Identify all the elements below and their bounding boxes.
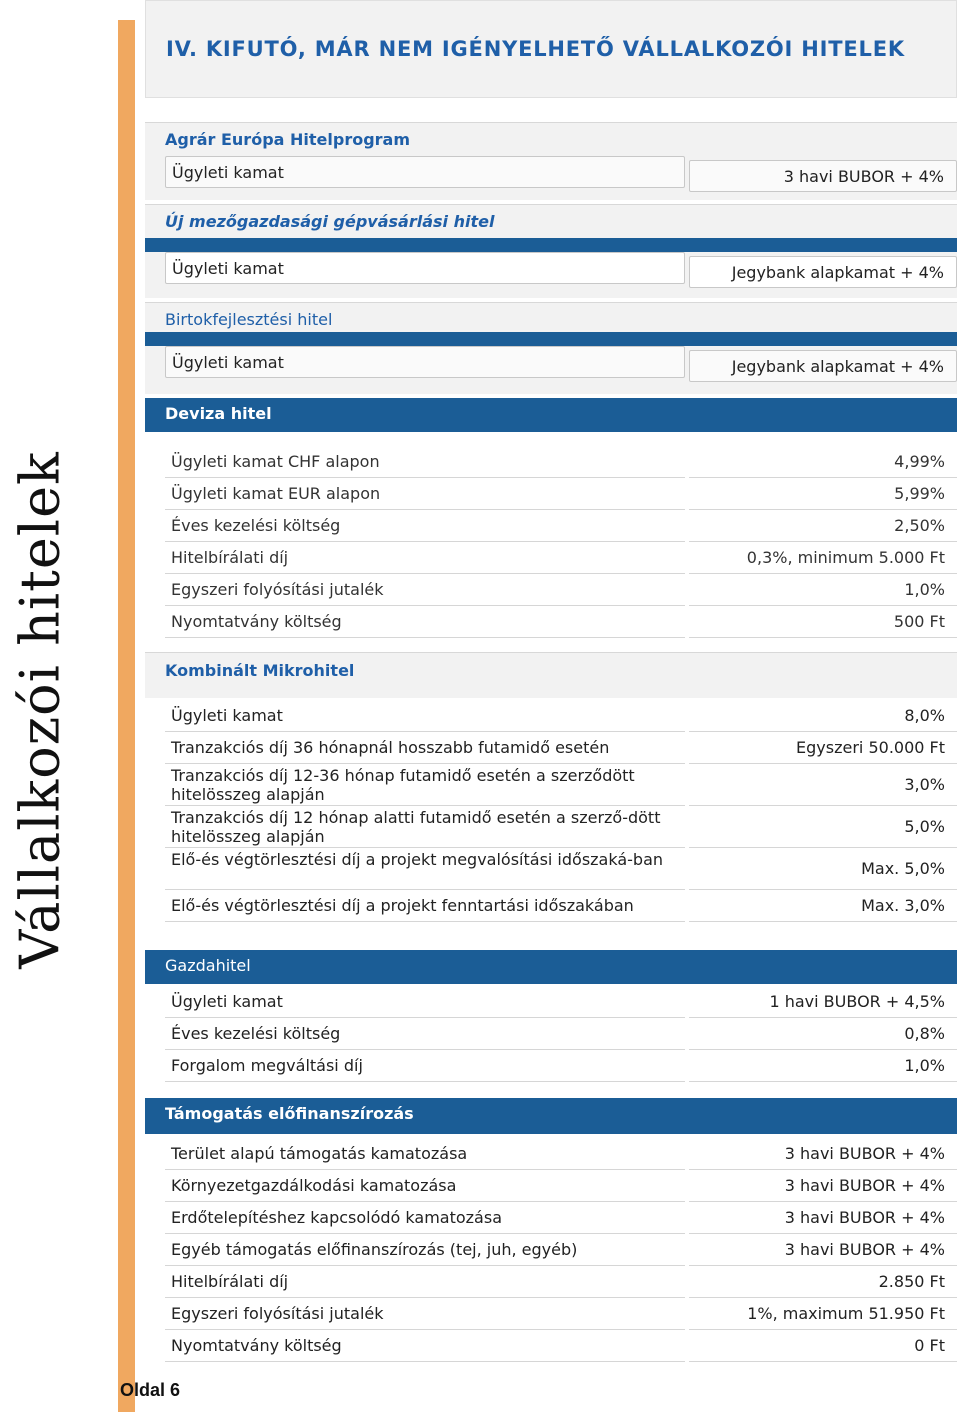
row-value: 1%, maximum 51.950 Ft [747,1304,945,1323]
row-value-cell [689,890,957,922]
row-value-cell [689,1266,957,1298]
table-mikro [145,700,957,922]
row-label-cell [165,1298,685,1330]
row-value: Jegybank alapkamat + 4% [731,357,944,376]
row-label: Egyszeri folyósítási jutalék [171,1304,384,1323]
row-value: Egyszeri 50.000 Ft [796,738,945,757]
section-divider-bar [145,238,957,252]
row-label-cell [165,606,685,638]
section-header-deviza [145,398,957,432]
row-label-cell [165,446,685,478]
row-label: Ügyleti kamat [172,163,284,182]
table-agrar [145,156,957,188]
table-row [145,1050,957,1082]
table-row [145,606,957,638]
row-label-cell [165,1234,685,1266]
table-row [145,1330,957,1362]
row-value-cell [689,350,957,382]
row-label-cell [165,764,685,806]
table-gazda [145,986,957,1082]
table-row [145,1018,957,1050]
table-row [145,848,957,890]
row-label: Ügyleti kamat EUR alapon [171,484,381,503]
row-label: Tranzakciós díj 36 hónapnál hosszabb futamidő esetén [171,738,610,757]
row-label: Elő-és végtörlesztési díj a projekt megvalósítási időszaká-ban [171,850,664,869]
table-row [145,1298,957,1330]
row-label-cell [165,890,685,922]
row-label: Éves kezelési költség [171,516,341,535]
row-value: 8,0% [904,706,945,725]
row-value-cell [689,764,957,806]
table-row [145,1170,957,1202]
row-label-cell [165,848,685,890]
table-deviza [145,446,957,638]
row-label-cell [165,806,685,848]
row-value: 500 Ft [893,612,945,631]
table-row [145,446,957,478]
section-mikro [145,652,957,698]
row-value-cell [689,478,957,510]
row-label-cell [165,252,685,284]
row-label-cell [165,1018,685,1050]
row-label-cell [165,574,685,606]
row-value: 1,0% [904,580,945,599]
row-value: 4,99% [894,452,945,471]
row-value-cell [689,510,957,542]
row-value: Max. 5,0% [861,859,945,878]
table-row [145,986,957,1018]
table-gepvasarlas [145,252,957,284]
row-label: Nyomtatvány költség [171,1336,342,1355]
row-label: Ügyleti kamat [171,992,283,1011]
table-row [145,156,957,188]
row-value: 3 havi BUBOR + 4% [784,1176,945,1195]
row-label: Erdőtelepítéshez kapcsolódó kamatozása [171,1208,502,1227]
section-title-mikro: Kombinált Mikrohitel [165,661,355,680]
row-value-cell [689,1018,957,1050]
row-value: 3 havi BUBOR + 4% [784,1144,945,1163]
row-value: 5,99% [894,484,945,503]
row-label: Ügyleti kamat [172,353,284,372]
row-value-cell [689,542,957,574]
row-label: Ügyleti kamat CHF alapon [171,452,380,471]
row-label: Nyomtatvány költség [171,612,342,631]
section-title-tamogatas: Támogatás előfinanszírozás [165,1104,414,1123]
row-label: Ügyleti kamat [172,259,284,278]
page-header [145,0,957,98]
table-row [145,478,957,510]
row-value: 3 havi BUBOR + 4% [783,167,944,186]
section-title-agrar: Agrár Európa Hitelprogram [165,130,411,149]
orange-accent-bar [118,20,135,1412]
row-value-cell [689,806,957,848]
row-label-cell [165,986,685,1018]
row-value: 1 havi BUBOR + 4,5% [769,992,945,1011]
row-value-cell [689,446,957,478]
row-label-cell [165,1138,685,1170]
row-label: Terület alapú támogatás kamatozása [171,1144,468,1163]
row-label-cell [165,156,685,188]
side-title-text: Vállalkozói hitelek [8,451,72,969]
table-row [145,510,957,542]
row-value-cell [689,1050,957,1082]
page-number: Oldal 6 [120,1380,181,1400]
row-value: 1,0% [904,1056,945,1075]
row-value: 3 havi BUBOR + 4% [784,1240,945,1259]
section-divider-bar [145,332,957,346]
table-row [145,732,957,764]
row-value-cell [689,1138,957,1170]
row-label-cell [165,1202,685,1234]
table-row [145,700,957,732]
table-row [145,890,957,922]
side-title [10,360,70,1060]
section-title-birtok: Birtokfejlesztési hitel [165,310,333,329]
row-value: 2.850 Ft [878,1272,945,1291]
row-label: Forgalom megváltási díj [171,1056,363,1075]
row-value-cell [689,1202,957,1234]
row-label-cell [165,1266,685,1298]
row-label-cell [165,346,685,378]
row-label: Egyszeri folyósítási jutalék [171,580,384,599]
row-value: 0 Ft [914,1336,945,1355]
row-label-cell [165,510,685,542]
row-value: 0,8% [904,1024,945,1043]
row-label-cell [165,732,685,764]
row-label: Egyéb támogatás előfinanszírozás (tej, juh, egyéb) [171,1240,578,1259]
row-value: 2,50% [894,516,945,535]
row-value-cell [689,1234,957,1266]
row-value-cell [689,1298,957,1330]
row-value: 5,0% [904,817,945,836]
section-header-gazda [145,950,957,984]
row-label: Tranzakciós díj 12 hónap alatti futamidő esetén a szerző-dött hitelösszeg alapján [171,808,661,846]
row-label-cell [165,478,685,510]
table-row [145,764,957,806]
row-label: Környezetgazdálkodási kamatozása [171,1176,457,1195]
row-value-cell [689,1170,957,1202]
row-label-cell [165,542,685,574]
row-label-cell [165,1050,685,1082]
row-value-cell [689,848,957,890]
row-value: 3 havi BUBOR + 4% [784,1208,945,1227]
table-row [145,346,957,378]
row-label-cell [165,700,685,732]
row-value-cell [689,160,957,192]
row-value-cell [689,574,957,606]
section-title-deviza: Deviza hitel [165,404,272,423]
table-row [145,1202,957,1234]
table-row [145,806,957,848]
row-label: Elő-és végtörlesztési díj a projekt fenntartási időszakában [171,896,634,915]
row-value-cell [689,732,957,764]
row-value: 0,3%, minimum 5.000 Ft [746,548,945,567]
row-value: Max. 3,0% [861,896,945,915]
table-row [145,574,957,606]
row-label-cell [165,1170,685,1202]
table-row [145,1234,957,1266]
row-value: Jegybank alapkamat + 4% [731,263,944,282]
row-label: Ügyleti kamat [171,706,283,725]
table-row [145,542,957,574]
row-value: 3,0% [904,775,945,794]
section-title-gepvasarlas: Új mezőgazdasági gépvásárlási hitel [165,212,495,231]
row-label: Hitelbírálati díj [171,1272,289,1291]
row-label: Hitelbírálati díj [171,548,289,567]
section-title-gazda: Gazdahitel [165,956,251,975]
page-title: IV. KIFUTÓ, MÁR NEM IGÉNYELHETŐ VÁLLALKOZÓI HITELEK [166,37,905,61]
row-value-cell [689,606,957,638]
row-label: Tranzakciós díj 12-36 hónap futamidő esetén a szerződött hitelösszeg alapján [171,766,635,804]
table-row [145,1138,957,1170]
row-label: Éves kezelési költség [171,1024,341,1043]
row-value-cell [689,700,957,732]
table-row [145,252,957,284]
row-label-cell [165,1330,685,1362]
table-birtok [145,346,957,378]
table-tamogatas [145,1138,957,1362]
row-value-cell [689,256,957,288]
table-row [145,1266,957,1298]
row-value-cell [689,1330,957,1362]
section-header-tamogatas [145,1098,957,1134]
row-value-cell [689,986,957,1018]
